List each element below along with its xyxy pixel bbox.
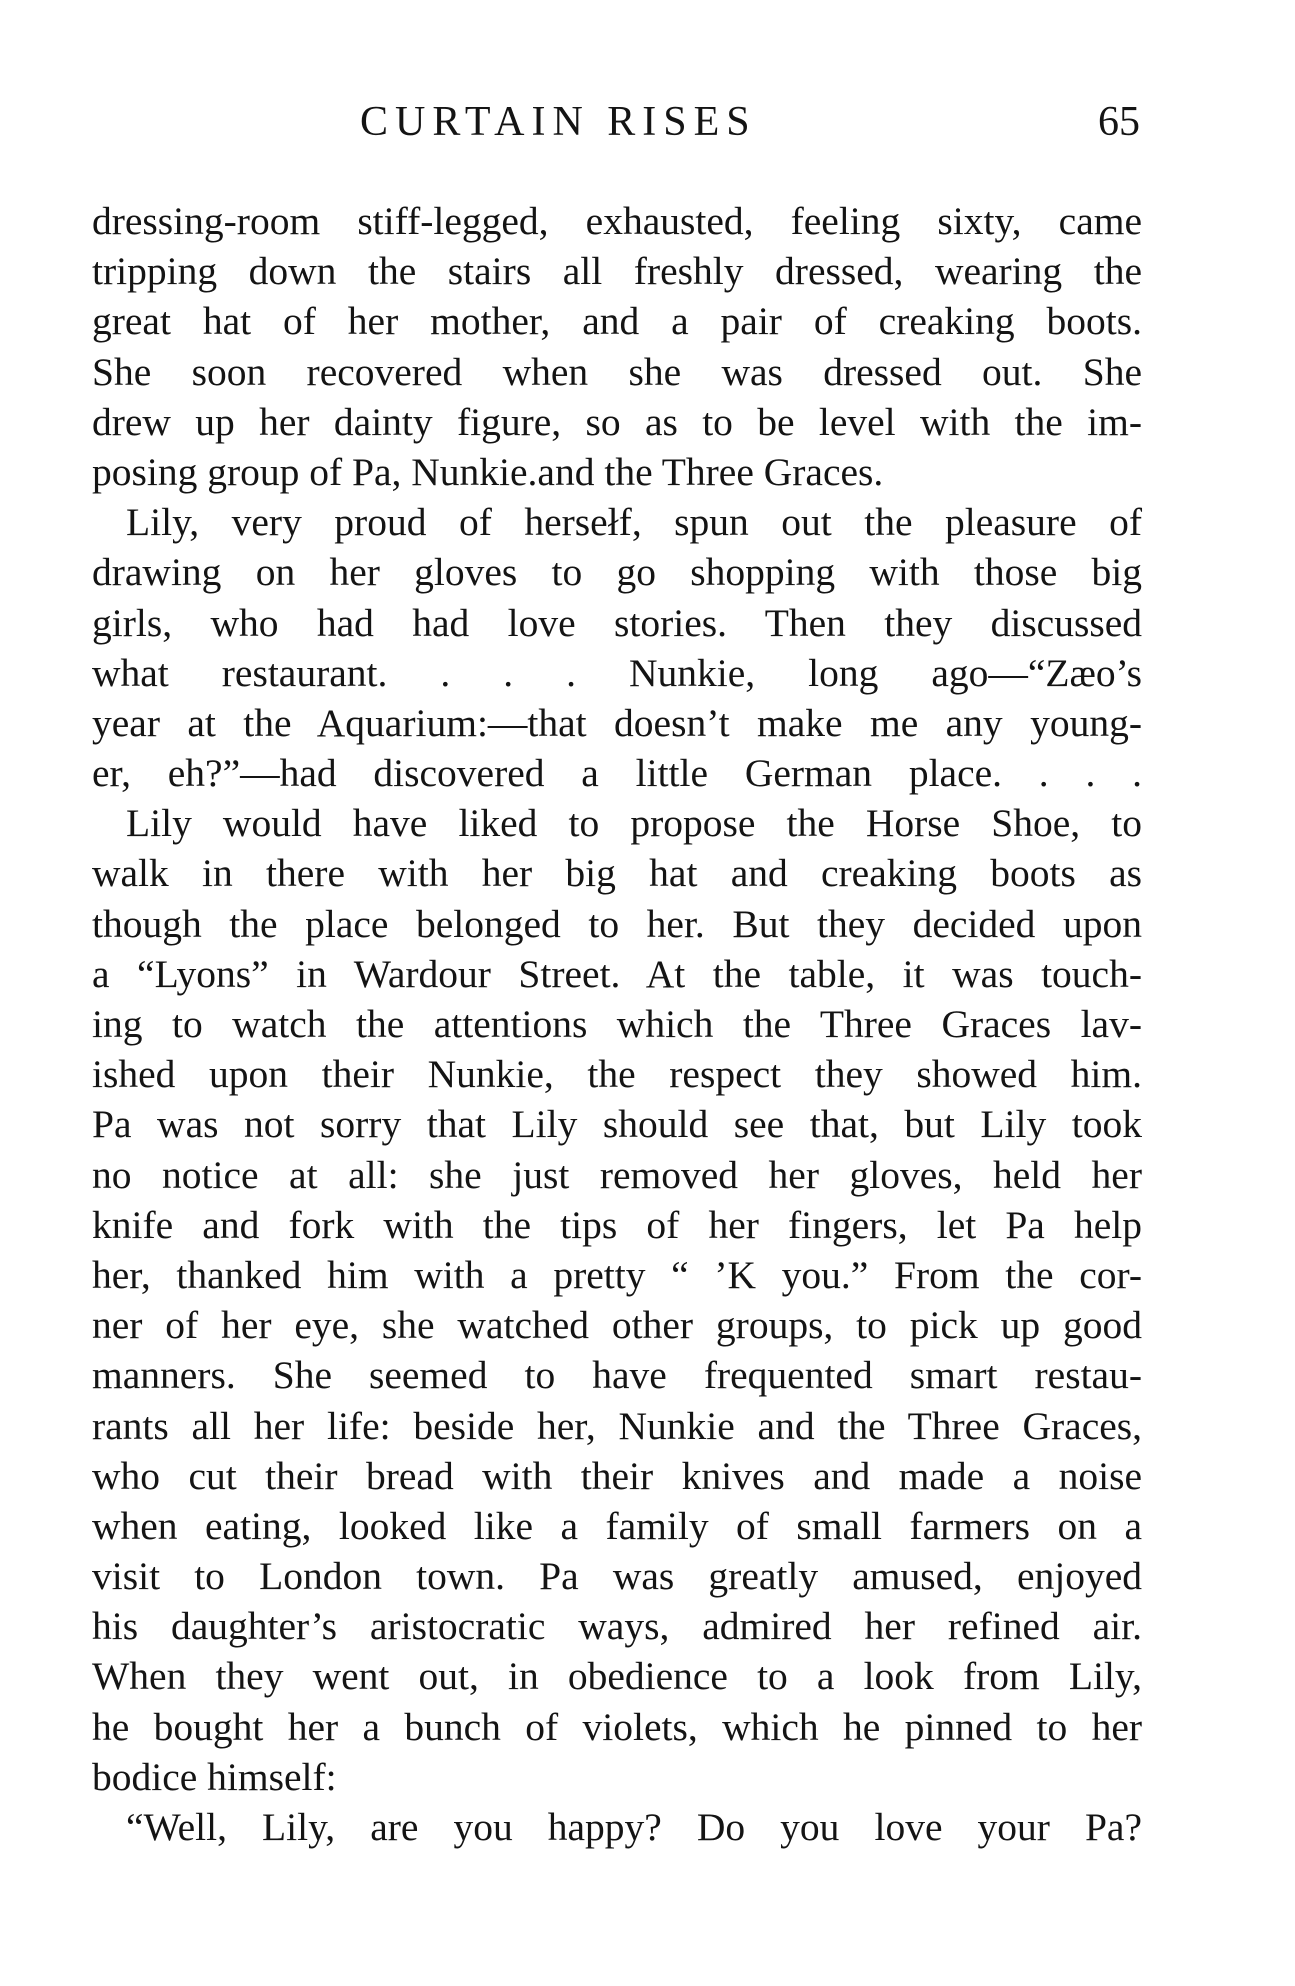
text-line: what restaurant. . . . Nunkie, long ago—“Zæo’s <box>92 650 1142 695</box>
text-line: Lily, very proud of hersełf, spun out the pleasure of <box>126 500 1142 545</box>
text-line: bodice himself: <box>92 1754 337 1799</box>
text-line: knife and fork with the tips of her fingers, let Pa help <box>92 1202 1142 1247</box>
text-line: dressing-room stiff-legged, exhausted, feeling sixty, came <box>92 199 1142 243</box>
text-line: drew up her dainty figure, so as to be level with the im- <box>92 399 1142 444</box>
text-line: ner of her eye, she watched other groups, to pick up good <box>92 1303 1142 1348</box>
text-line: ing to watch the attentions which the Three Graces lav- <box>92 1002 1142 1046</box>
text-line: walk in there with her big hat and creaking boots as <box>92 851 1142 896</box>
text-line: a “Lyons” in Wardour Street. At the table, it was touch- <box>92 951 1142 996</box>
text-line: er, eh?”—had discovered a little German place. . . . <box>92 751 1142 796</box>
text-line: year at the Aquarium:—that doesn’t make me any young- <box>92 700 1142 745</box>
text-line: girls, who had had love stories. Then they discussed <box>92 600 1142 645</box>
text-line: tripping down the stairs all freshly dressed, wearing the <box>92 249 1142 294</box>
text-line: who cut their bread with their knives and made a noise <box>92 1453 1142 1498</box>
text-line: he bought her a bunch of violets, which he pinned to her <box>92 1704 1142 1749</box>
page-number: 65 <box>1098 99 1140 145</box>
text-line: Lily would have liked to propose the Horse Shoe, to <box>126 801 1142 846</box>
text-line: his daughter’s aristocratic ways, admired her refined air. <box>92 1604 1142 1649</box>
text-line: posing group of Pa, Nunkie.and the Three Graces. <box>92 449 884 494</box>
body-text <box>92 196 1142 1852</box>
text-line: Pa was not sorry that Lily should see that, but Lily took <box>92 1102 1142 1147</box>
text-line: visit to London town. Pa was greatly amused, enjoyed <box>92 1554 1142 1599</box>
text-line: great hat of her mother, and a pair of creaking boots. <box>92 299 1142 344</box>
text-line: though the place belonged to her. But they decided upon <box>92 901 1142 946</box>
text-line: manners. She seemed to have frequented smart restau- <box>92 1353 1142 1398</box>
text-line: She soon recovered when she was dressed out. She <box>92 349 1142 394</box>
running-title: CURTAIN RISES <box>360 99 757 145</box>
text-line: when eating, looked like a family of small farmers on a <box>92 1503 1142 1548</box>
text-line: rants all her life: beside her, Nunkie and the Three Graces, <box>92 1403 1142 1448</box>
running-head <box>90 92 1140 152</box>
text-line: her, thanked him with a pretty “ ’K you.” From the cor- <box>92 1252 1142 1297</box>
text-line: ished upon their Nunkie, the respect they showed him. <box>92 1052 1142 1097</box>
text-line: drawing on her gloves to go shopping with those big <box>92 550 1142 595</box>
text-line: “Well, Lily, are you happy? Do you love your Pa? <box>126 1805 1142 1849</box>
text-line: When they went out, in obedience to a look from Lily, <box>92 1654 1142 1699</box>
text-line: no notice at all: she just removed her gloves, held her <box>92 1152 1142 1197</box>
